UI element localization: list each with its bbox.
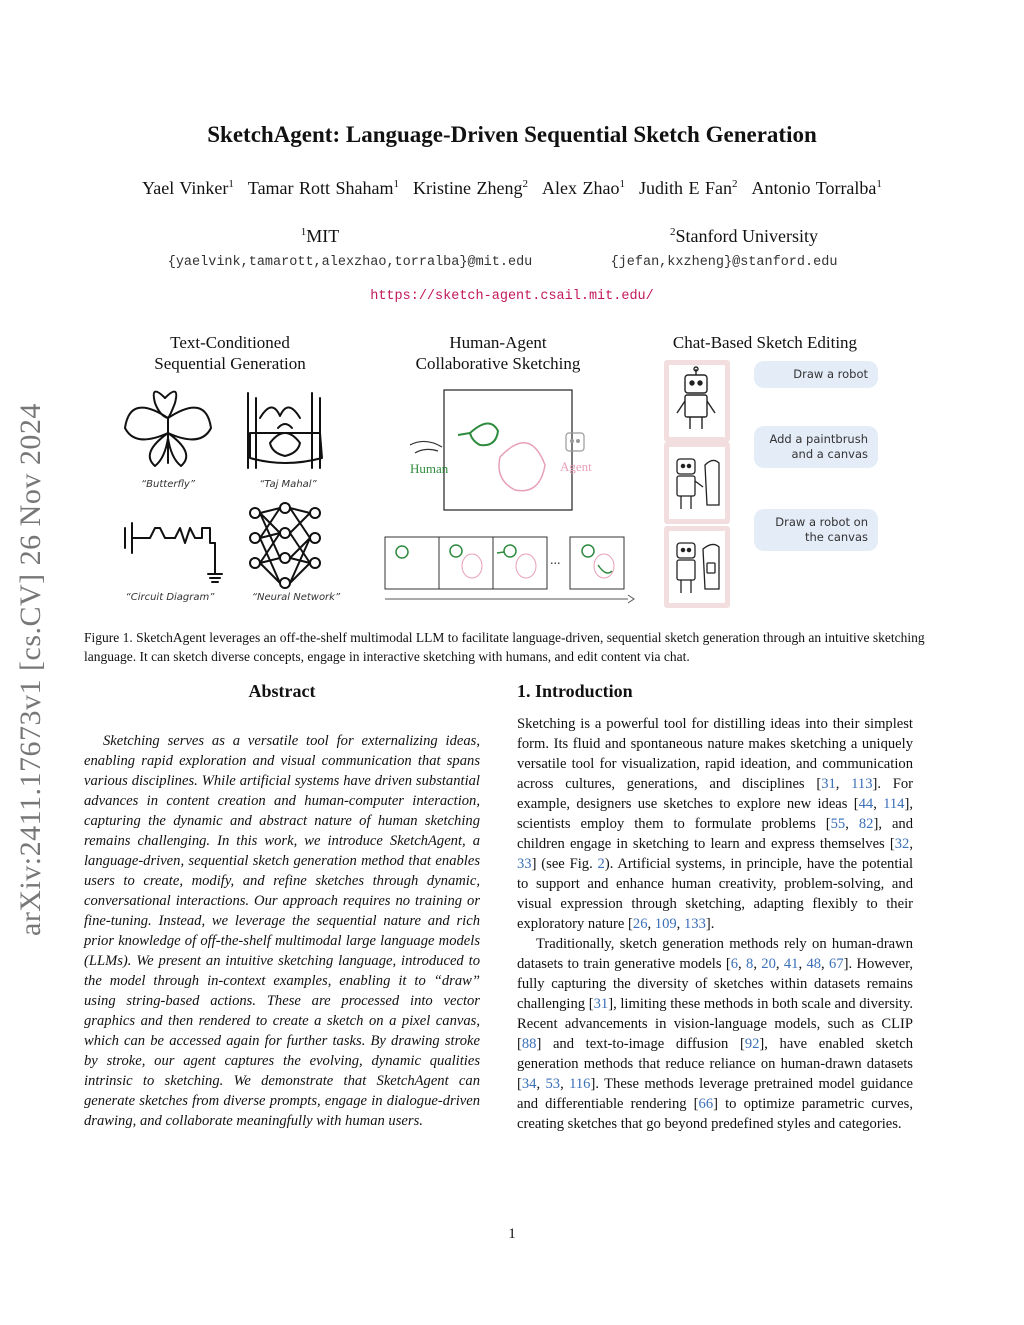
panel1-title: Text-Conditioned Sequential Generation <box>154 333 306 373</box>
citation-link[interactable]: 6 <box>730 956 739 972</box>
citation-link[interactable]: 88 <box>521 1036 537 1052</box>
citation-link[interactable]: 55 <box>830 816 846 832</box>
panel3-title: Chat-Based Sketch Editing <box>672 333 858 352</box>
citation-link[interactable]: 44 <box>858 796 874 812</box>
panel1-sketches <box>110 378 350 613</box>
butterfly-sketch <box>125 392 211 466</box>
citation-link[interactable]: 33 <box>517 856 532 872</box>
citation-link[interactable]: 116 <box>569 1076 591 1092</box>
chat-frame-3 <box>664 526 730 608</box>
citation-link[interactable]: 67 <box>829 956 844 972</box>
author-2: Kristine Zheng$^2$ <box>413 178 529 198</box>
project-url[interactable]: https://sketch-agent.csail.mit.edu/ <box>370 289 654 304</box>
paper-title: SketchAgent: Language-Driven Sequential Sketch Generation <box>207 122 817 147</box>
citation-link[interactable]: 92 <box>744 1036 760 1052</box>
citation-link[interactable]: 48 <box>806 956 822 972</box>
timeline-ellipsis: ... <box>550 553 561 568</box>
agent-label: Agent <box>560 459 592 474</box>
label-neural-network: “Neural Network” <box>251 592 341 603</box>
citation-link[interactable]: 66 <box>698 1096 714 1112</box>
author-list <box>0 178 1024 199</box>
citation-link[interactable]: 41 <box>783 956 799 972</box>
citation-link[interactable]: 8 <box>746 956 754 972</box>
citation-link[interactable]: 31 <box>821 776 836 792</box>
citation-link[interactable]: 53 <box>545 1076 561 1092</box>
citation-link[interactable]: 2 <box>597 856 605 872</box>
label-circuit-diagram: “Circuit Diagram” <box>125 592 215 603</box>
citation-link[interactable]: 82 <box>858 816 874 832</box>
citation-link[interactable]: 32 <box>894 836 910 852</box>
arxiv-sidebar: arXiv:2411.17673v1 [cs.CV] 26 Nov 2024 <box>14 403 47 936</box>
circuit-diagram-sketch <box>125 523 222 582</box>
email-stanford: {jefan,kxzheng}@stanford.edu <box>610 255 838 270</box>
intro-paragraph-2: Traditionally, sketch generation methods rely on human-drawn datasets to train generative models [6, 8, 20, 41, 48, 67]. However, fully capturing the diversity of sketches within datasets remains challenging [31], limiting these methods in both scale and diversity. Recent advancements in vision-language models, such as CLIP [88] and text-to-image diffusion [92], have enabled sketch generation methods that reduce reliance on human-drawn datasets [34, 53, 116]. These methods leverage pretrained model guidance and differentiable rendering [66] to optimize parametric curves, creating sketches that go beyond predefined styles and categories. <box>517 936 914 1132</box>
chat-frame-2 <box>664 442 730 524</box>
taj-mahal-sketch <box>248 393 322 468</box>
citation-link[interactable]: 113 <box>851 776 873 792</box>
citation-link[interactable]: 114 <box>883 796 905 812</box>
citation-link[interactable]: 109 <box>654 916 677 932</box>
email-mit: {yaelvink,tamarott,alexzhao,torralba}@mit.edu <box>167 255 533 270</box>
citation-link[interactable]: 34 <box>521 1076 537 1092</box>
human-label: Human <box>410 461 449 476</box>
citation-link[interactable]: 20 <box>761 956 776 972</box>
author-0: Yael Vinker$^1$ <box>142 178 234 198</box>
label-butterfly: “Butterfly” <box>140 479 196 490</box>
intro-heading: 1. Introduction <box>517 681 633 701</box>
panel2-collab-sketch <box>380 385 640 610</box>
citation-link[interactable]: 26 <box>632 916 648 932</box>
neural-network-sketch <box>250 503 320 588</box>
chat-frame-1 <box>664 360 730 442</box>
label-taj-mahal: “Taj Mahal” <box>259 479 317 490</box>
author-5: Antonio Torralba$^1$ <box>751 178 882 198</box>
citation-link[interactable]: 31 <box>593 996 609 1012</box>
author-3: Alex Zhao$^1$ <box>542 178 626 198</box>
chat-bubble-2: Add a paintbrush and a canvas <box>754 426 878 468</box>
chat-bubble-3: Draw a robot on the canvas <box>754 509 878 551</box>
panel2-title: Human-Agent Collaborative Sketching <box>415 333 581 373</box>
author-1: Tamar Rott Shaham$^1$ <box>247 178 400 198</box>
intro-paragraph-1: Sketching is a powerful tool for distilling ideas into their simplest form. Its fluid and spontaneous nature makes sketching a uniquely versatile tool for visualization, rapid ideation, and communication across cultures, generations, and disciplines [31, 113]. For example, designers use sketches to explore new ideas [44, 114], scientists employ them to formulate problems [55, 82], and children engage in sketching to learn and express themselves [32, 33] (see Fig. 2). Artificial systems, in principle, have the potential to support and enhance human creativity, problem-solving, and visual expression through sketching, adapting flexibly to their exploratory nature [26, 109, 133]. <box>517 716 914 932</box>
chat-bubble-1: Draw a robot <box>754 361 878 388</box>
affiliation-stanford: $^2$Stanford University <box>670 226 818 246</box>
page-number: 1 <box>508 1226 516 1242</box>
intro-body <box>517 714 913 1134</box>
figure-caption: Figure 1. SketchAgent leverages an off-the-shelf multimodal LLM to facilitate language-driven, sequential sketch generation through an intuitive sketching language. It can sketch diverse concepts, engage in interactive sketching with humans, and edit content via chat. <box>84 630 925 664</box>
affiliation-mit: $^1$MIT <box>300 226 340 246</box>
abstract-heading: Abstract <box>248 681 316 701</box>
abstract-text: Sketching serves as a versatile tool for externalizing ideas, enabling rapid exploration and visual communication that spans various disciplines. While artificial systems have driven substantial advances in content creation and human-computer interaction, capturing the dynamic and abstract nature of human sketching remains challenging. In this work, we introduce SketchAgent, a language-driven, sequential sketch generation method that enables users to create, modify, and refine sketches through dynamic, conversational interactions. Our approach requires no training or fine-tuning. Instead, we leverage the sequential nature and rich prior knowledge of off-the-shelf multimodal large language models (LLMs). We present an intuitive sketching language, introduced to the model through in-context examples, enabling it to “draw” using string-based actions. These are processed into vector graphics and then rendered to create a sketch on a pixel canvas, which can be accessed again for further tasks. By drawing stroke by stroke, our agent captures the evolving, dynamic qualities intrinsic to sketching. We demonstrate that SketchAgent can generate sketches from diverse prompts, engage in dialogue-driven drawing, and collaborate meaningfully with human users. <box>84 733 480 1129</box>
citation-link[interactable]: 133 <box>683 916 706 932</box>
author-4: Judith E Fan$^2$ <box>639 178 738 198</box>
